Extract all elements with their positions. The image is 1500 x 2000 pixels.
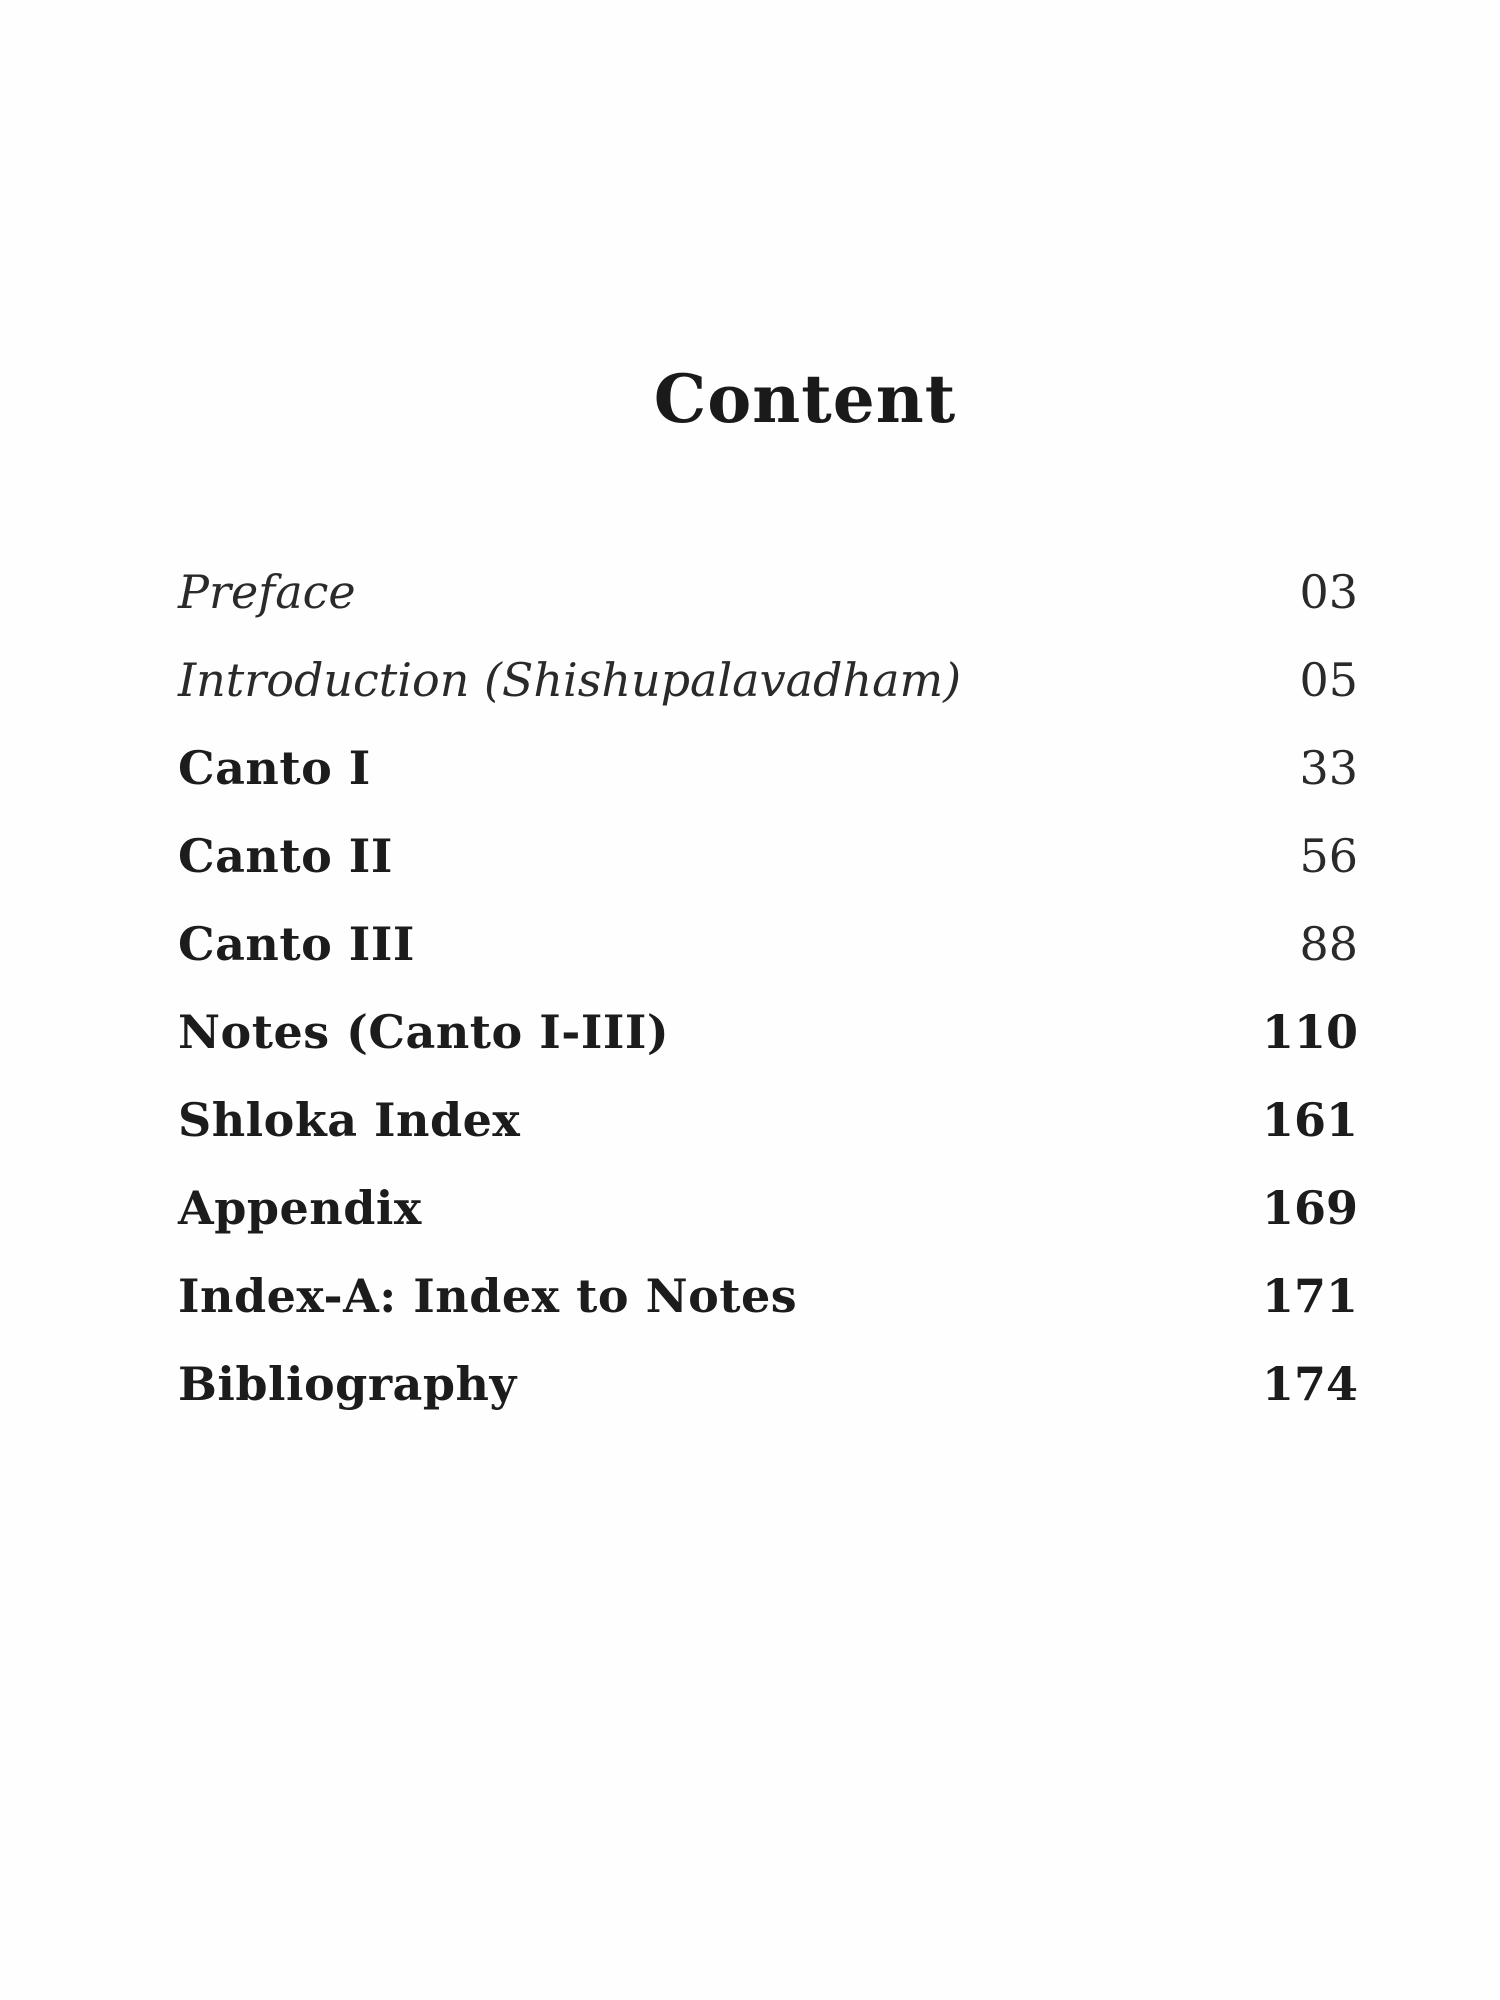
toc-entry-label: Appendix xyxy=(178,1181,422,1235)
toc-entry-label: Shloka Index xyxy=(178,1093,521,1147)
toc-entry-label: Index-A: Index to Notes xyxy=(178,1269,798,1323)
toc-entry-label: Preface xyxy=(178,565,356,619)
toc-entry-page-number: 33 xyxy=(1299,741,1358,795)
toc-entry-page-number: 174 xyxy=(1261,1357,1358,1411)
toc-entry-preface[interactable] xyxy=(178,548,1358,636)
toc-entry-page-number: 03 xyxy=(1299,565,1358,619)
toc-entry-canto-3[interactable] xyxy=(178,900,1358,988)
toc-entry-introduction[interactable] xyxy=(178,636,1358,724)
toc-entry-label: Canto I xyxy=(178,741,371,795)
toc-entry-label: Canto II xyxy=(178,829,393,883)
toc-entry-page-number: 169 xyxy=(1261,1181,1358,1235)
table-of-contents xyxy=(178,548,1358,1428)
toc-entry-canto-2[interactable] xyxy=(178,812,1358,900)
page-title: Content xyxy=(653,360,957,438)
toc-entry-label: Bibliography xyxy=(178,1357,517,1411)
toc-entry-page-number: 171 xyxy=(1261,1269,1358,1323)
toc-entry-label: Notes (Canto I-III) xyxy=(178,1005,670,1059)
toc-entry-canto-1[interactable] xyxy=(178,724,1358,812)
toc-entry-index-a[interactable] xyxy=(178,1252,1358,1340)
toc-entry-page-number: 05 xyxy=(1299,653,1358,707)
toc-entry-page-number: 110 xyxy=(1261,1005,1358,1059)
toc-entry-bibliography[interactable] xyxy=(178,1340,1358,1428)
toc-entry-page-number: 88 xyxy=(1299,917,1358,971)
toc-entry-notes[interactable] xyxy=(178,988,1358,1076)
toc-entry-page-number: 56 xyxy=(1299,829,1358,883)
toc-entry-appendix[interactable] xyxy=(178,1164,1358,1252)
toc-entry-label: Canto III xyxy=(178,917,415,971)
toc-entry-shloka-index[interactable] xyxy=(178,1076,1358,1164)
toc-entry-page-number: 161 xyxy=(1261,1093,1358,1147)
toc-entry-label: Introduction (Shishupalavadham) xyxy=(178,653,962,707)
